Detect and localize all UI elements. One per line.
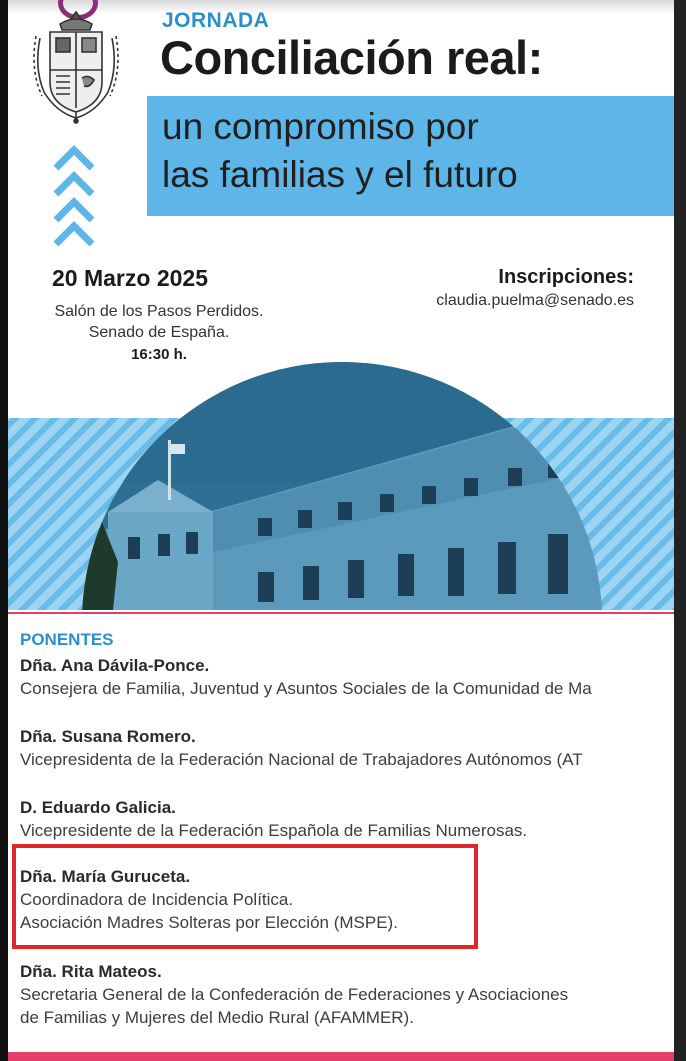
registration-email[interactable]: claudia.puelma@senado.es [436, 292, 634, 309]
speaker-role: Vicepresidenta de la Federación Nacional de Trabajadores Autónomos (AT [20, 750, 583, 769]
event-venue [28, 301, 290, 343]
speaker-item [20, 655, 674, 700]
speakers-heading: PONENTES [20, 630, 114, 649]
chevron-up-icon [52, 142, 96, 246]
event-date: 20 Marzo 2025 [52, 265, 208, 291]
speaker-role: Secretaria General de la Confederación de Federaciones y Asociaciones [20, 985, 569, 1004]
event-eyebrow: JORNADA [162, 9, 270, 32]
subtitle-banner [147, 96, 674, 216]
event-title: Conciliación real: [160, 31, 543, 84]
venue-line-1: Salón de los Pasos Perdidos. [54, 303, 264, 320]
bottom-bar [8, 1052, 674, 1061]
event-poster [8, 0, 674, 1061]
speaker-role: Coordinadora de Incidencia Política. [20, 890, 294, 909]
subtitle-line-2: las familias y el futuro [162, 154, 518, 195]
speaker-name: Dña. Rita Mateos. [20, 962, 162, 981]
senate-building-image [8, 362, 674, 610]
speaker-item [20, 797, 674, 842]
registration-label: Inscripciones: [498, 266, 634, 288]
section-divider [8, 612, 674, 614]
speaker-item [20, 961, 674, 1029]
speaker-item-highlighted [20, 866, 674, 934]
speaker-role: Consejera de Familia, Juventud y Asuntos Sociales de la Comunidad de Ma [20, 679, 592, 698]
speaker-name: Dña. Ana Dávila-Ponce. [20, 656, 210, 675]
speaker-role: de Familias y Mujeres del Medio Rural (AFAMMER). [20, 1008, 414, 1027]
right-frame-edge [674, 0, 686, 1061]
speaker-name: D. Eduardo Galicia. [20, 798, 176, 817]
speaker-role: Asociación Madres Solteras por Elección (MSPE). [20, 913, 398, 932]
subtitle-line-1: un compromiso por [162, 106, 479, 147]
speaker-name: Dña. Susana Romero. [20, 727, 196, 746]
speaker-role: Vicepresidente de la Federación Española de Familias Numerosas. [20, 821, 528, 840]
speaker-item [20, 726, 674, 771]
speaker-name: Dña. María Guruceta. [20, 867, 191, 886]
left-frame-edge [0, 0, 8, 1061]
event-time: 16:30 h. [131, 346, 187, 363]
coat-of-arms-icon [30, 8, 122, 124]
venue-line-2: Senado de España. [88, 324, 230, 341]
